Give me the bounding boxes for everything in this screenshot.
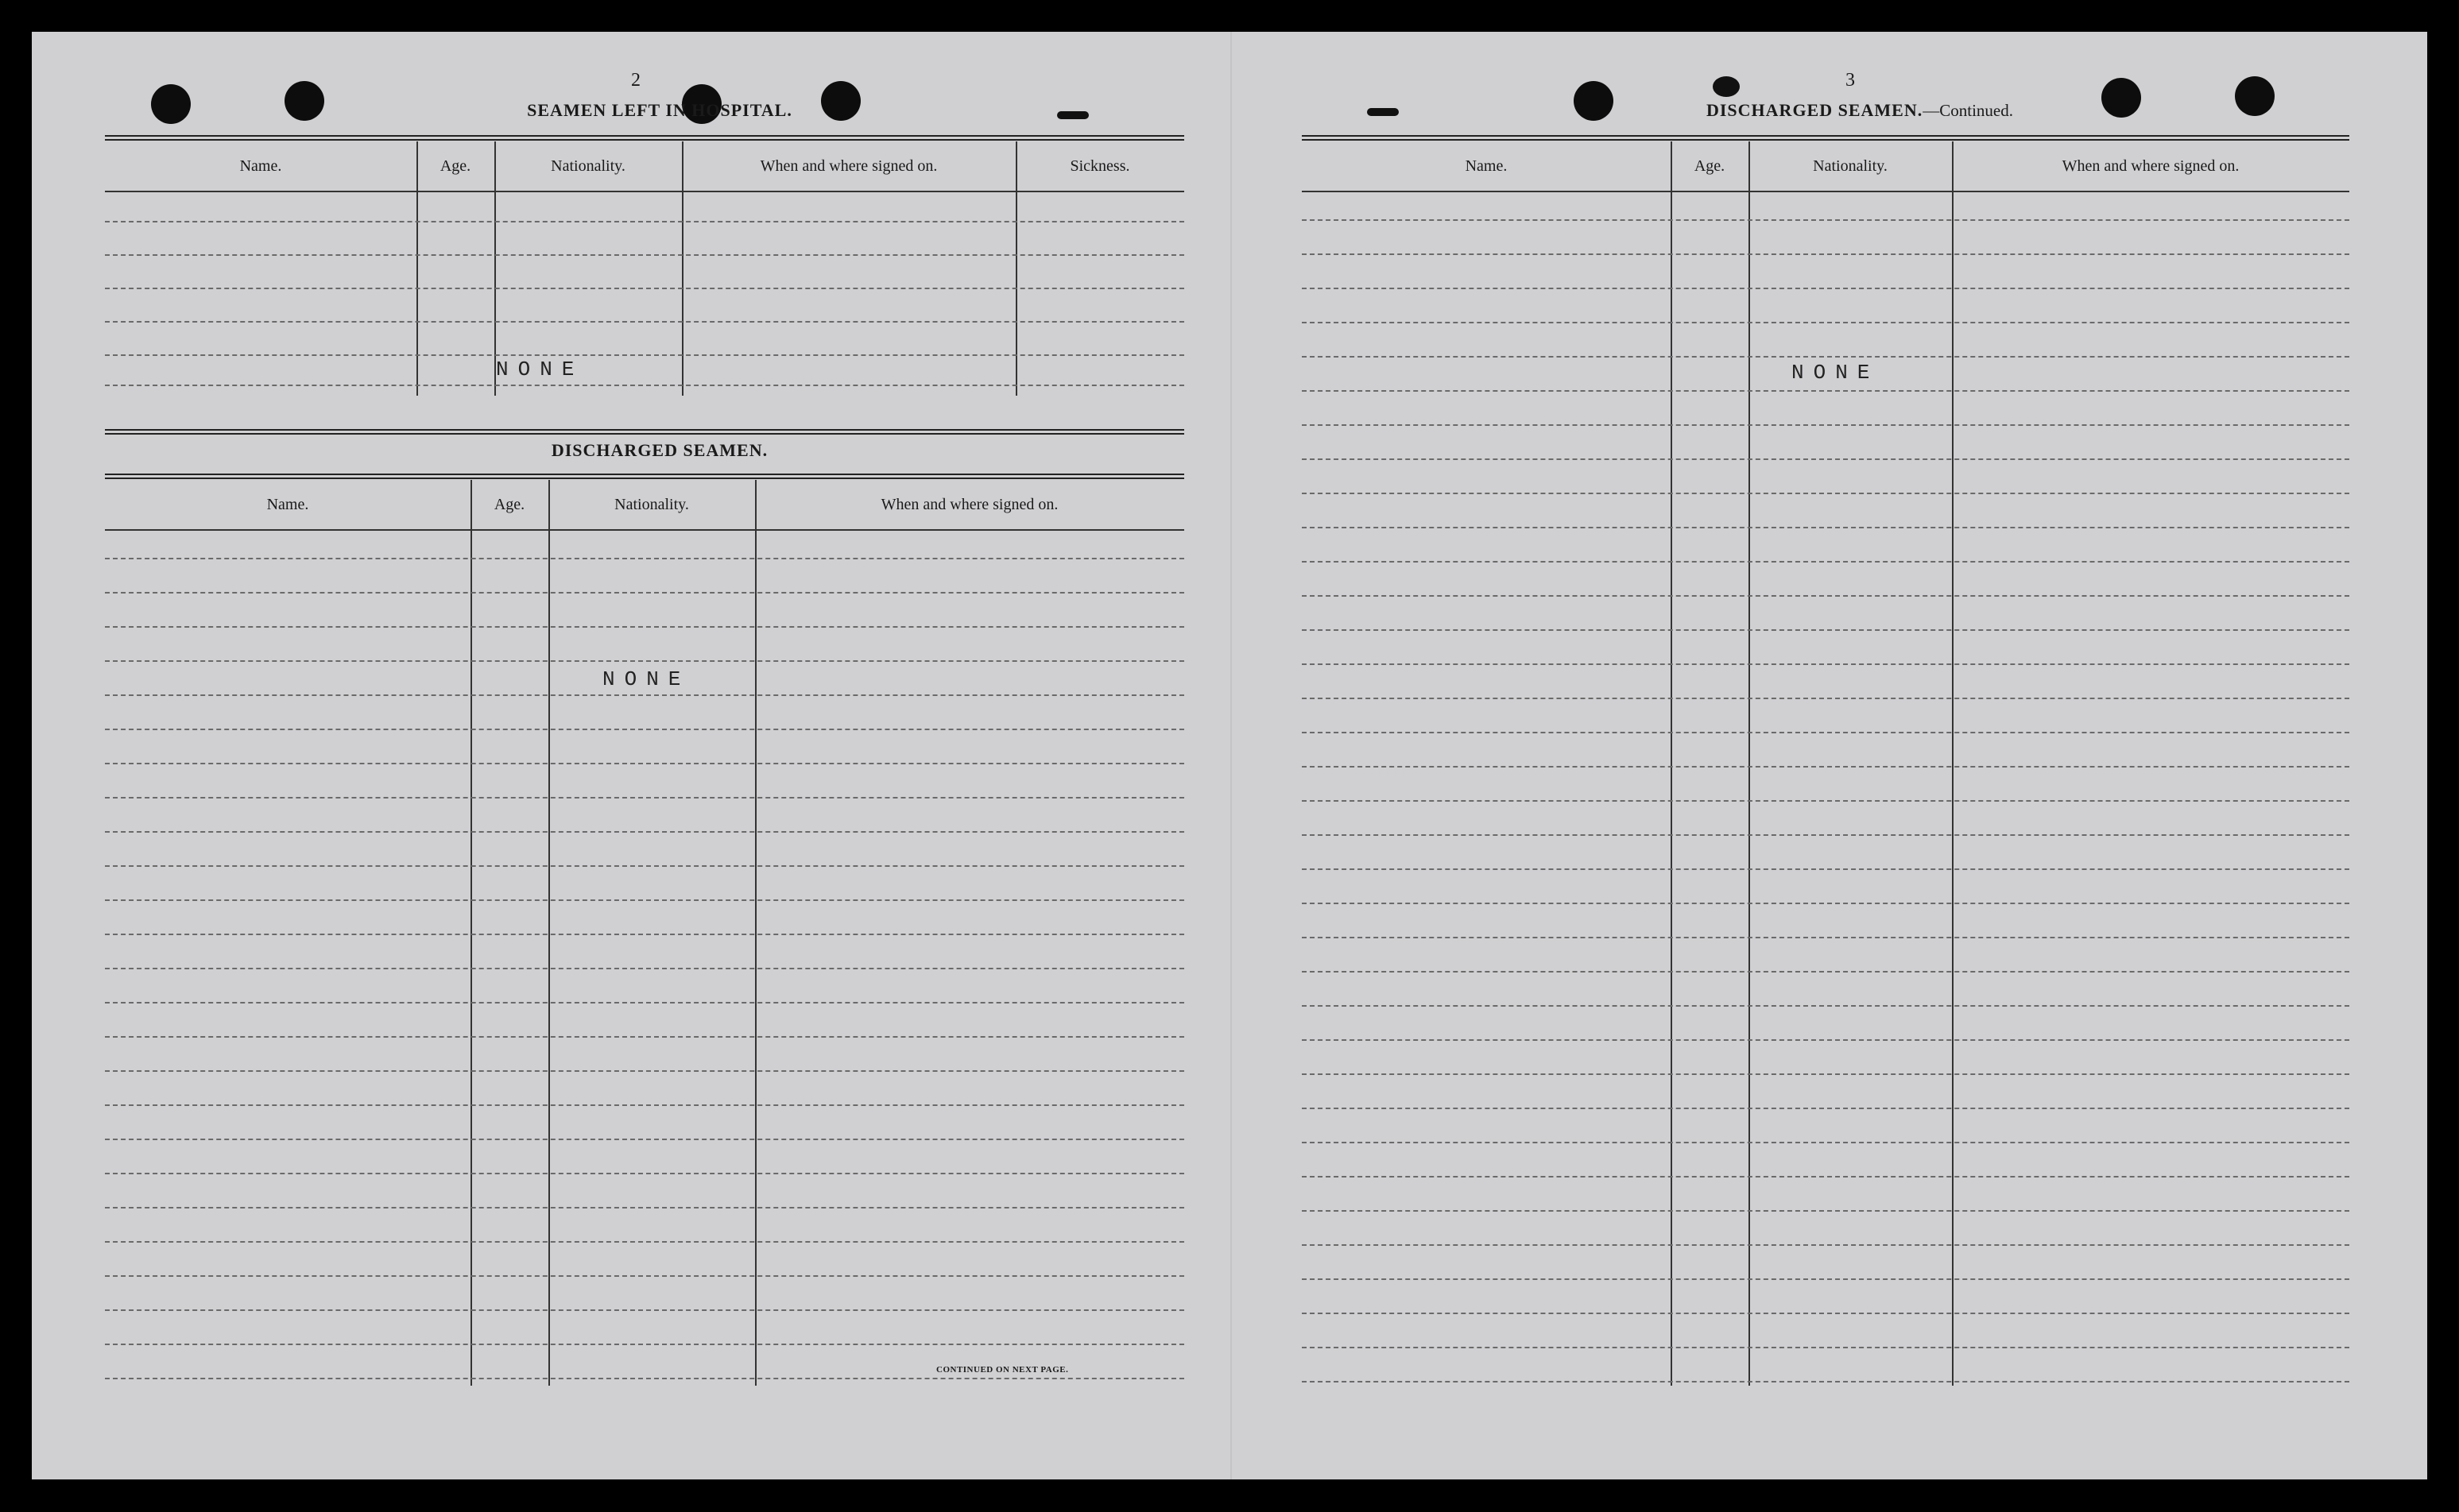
table-header (105, 141, 1184, 192)
punch-hole (2235, 76, 2275, 116)
entry-line (1302, 971, 2349, 973)
entry-line (1302, 1381, 2349, 1382)
entry-line (1302, 868, 2349, 870)
entry-line (105, 1104, 1184, 1106)
entry-line (105, 354, 1184, 356)
column-divider (416, 141, 418, 396)
entry-line (1302, 288, 2349, 289)
double-rule (105, 429, 1184, 435)
title-suffix: —Continued. (1923, 101, 2013, 120)
entry-line (1302, 253, 2349, 255)
entry-line (1302, 1347, 2349, 1348)
entry-line (1302, 800, 2349, 802)
discharged-continued-table (1302, 141, 2349, 1386)
entry-line (105, 1378, 1184, 1379)
entry-line (1302, 732, 2349, 733)
punch-hole (285, 81, 324, 121)
entry-line (1302, 1039, 2349, 1041)
page-number: 2 (631, 70, 641, 91)
entry-line (1302, 219, 2349, 221)
document-sheet (32, 32, 2427, 1479)
column-header-nationality: Nationality. (1813, 157, 1888, 175)
entry-line (1302, 1210, 2349, 1212)
entry-line (1302, 1073, 2349, 1075)
hospital-table (105, 141, 1184, 396)
entry-line (1302, 1313, 2349, 1314)
column-header-nationality: Nationality. (614, 495, 689, 513)
entry-lines (105, 480, 1184, 1386)
section-title-discharged: DISCHARGED SEAMEN. (551, 440, 769, 460)
entry-line (105, 660, 1184, 662)
double-rule (105, 474, 1184, 479)
entry-line (1302, 1176, 2349, 1178)
entry-line (105, 592, 1184, 594)
column-header-age: Age. (440, 157, 471, 175)
entry-line (1302, 698, 2349, 699)
typewritten-entry: NONE (496, 358, 584, 381)
entry-line (105, 1173, 1184, 1174)
column-header-signed-on: When and where signed on. (760, 157, 938, 175)
column-header-age: Age. (494, 495, 525, 513)
entry-line (1302, 1005, 2349, 1007)
double-rule (1302, 135, 2349, 141)
entry-line (1302, 629, 2349, 631)
entry-line (1302, 527, 2349, 528)
column-header-nationality: Nationality. (551, 157, 625, 175)
typewritten-entry: NONE (602, 667, 691, 691)
entry-line (1302, 1278, 2349, 1280)
punch-hole (1574, 81, 1613, 121)
entry-line (105, 1070, 1184, 1072)
entry-line (105, 1139, 1184, 1140)
punch-hole (151, 84, 191, 124)
entry-line (1302, 424, 2349, 426)
entry-line (105, 831, 1184, 833)
entry-line (1302, 356, 2349, 358)
discharged-table (105, 480, 1184, 1386)
entry-line (105, 1002, 1184, 1003)
column-header-name: Name. (239, 157, 282, 175)
column-header-signed-on: When and where signed on. (881, 495, 1059, 513)
entry-line (1302, 390, 2349, 392)
entry-line (105, 968, 1184, 969)
entry-line (105, 899, 1184, 901)
column-header-signed-on: When and where signed on. (2062, 157, 2240, 175)
typewritten-entry: NONE (1791, 361, 1880, 385)
entry-line (105, 1241, 1184, 1243)
entry-line (105, 558, 1184, 559)
title-text: DISCHARGED SEAMEN. (1706, 100, 1923, 120)
entry-line (105, 865, 1184, 867)
column-header-name: Name. (1465, 157, 1508, 175)
entry-line (1302, 1108, 2349, 1109)
continued-footer: CONTINUED ON NEXT PAGE. (936, 1365, 1069, 1375)
entry-line (105, 254, 1184, 256)
entry-line (1302, 595, 2349, 597)
entry-line (105, 385, 1184, 386)
entry-line (105, 288, 1184, 289)
entry-lines (1302, 141, 2349, 1386)
section-title-hospital: SEAMEN LEFT IN HOSPITAL. (527, 100, 792, 120)
column-header-name: Name. (266, 495, 309, 513)
entry-line (1302, 322, 2349, 323)
page-fold (1230, 32, 1232, 1479)
punch-hole (2101, 78, 2141, 118)
entry-line (105, 321, 1184, 323)
page-number: 3 (1845, 70, 1855, 91)
ink-mark (1057, 111, 1089, 119)
entry-line (1302, 834, 2349, 836)
entry-line (1302, 663, 2349, 665)
section-title-discharged-continued (1621, 100, 2098, 121)
entry-line (1302, 1244, 2349, 1246)
column-header-age: Age. (1694, 157, 1725, 175)
entry-line (105, 934, 1184, 935)
entry-line (105, 626, 1184, 628)
entry-line (1302, 458, 2349, 460)
entry-line (1302, 493, 2349, 494)
entry-line (105, 1207, 1184, 1208)
ink-mark (1713, 76, 1740, 97)
entry-line (1302, 937, 2349, 938)
column-divider (1016, 141, 1017, 396)
entry-line (105, 221, 1184, 222)
entry-line (1302, 903, 2349, 904)
entry-line (1302, 766, 2349, 768)
double-rule (105, 135, 1184, 141)
entry-line (105, 1344, 1184, 1345)
column-divider (682, 141, 683, 396)
entry-line (105, 763, 1184, 764)
ink-mark (1367, 108, 1399, 116)
entry-line (105, 1309, 1184, 1311)
entry-line (105, 797, 1184, 799)
entry-line (1302, 561, 2349, 563)
entry-line (1302, 1142, 2349, 1143)
entry-line (105, 1036, 1184, 1038)
entry-line (105, 1275, 1184, 1277)
column-header-sickness: Sickness. (1070, 157, 1130, 175)
entry-line (105, 729, 1184, 730)
entry-line (105, 694, 1184, 696)
